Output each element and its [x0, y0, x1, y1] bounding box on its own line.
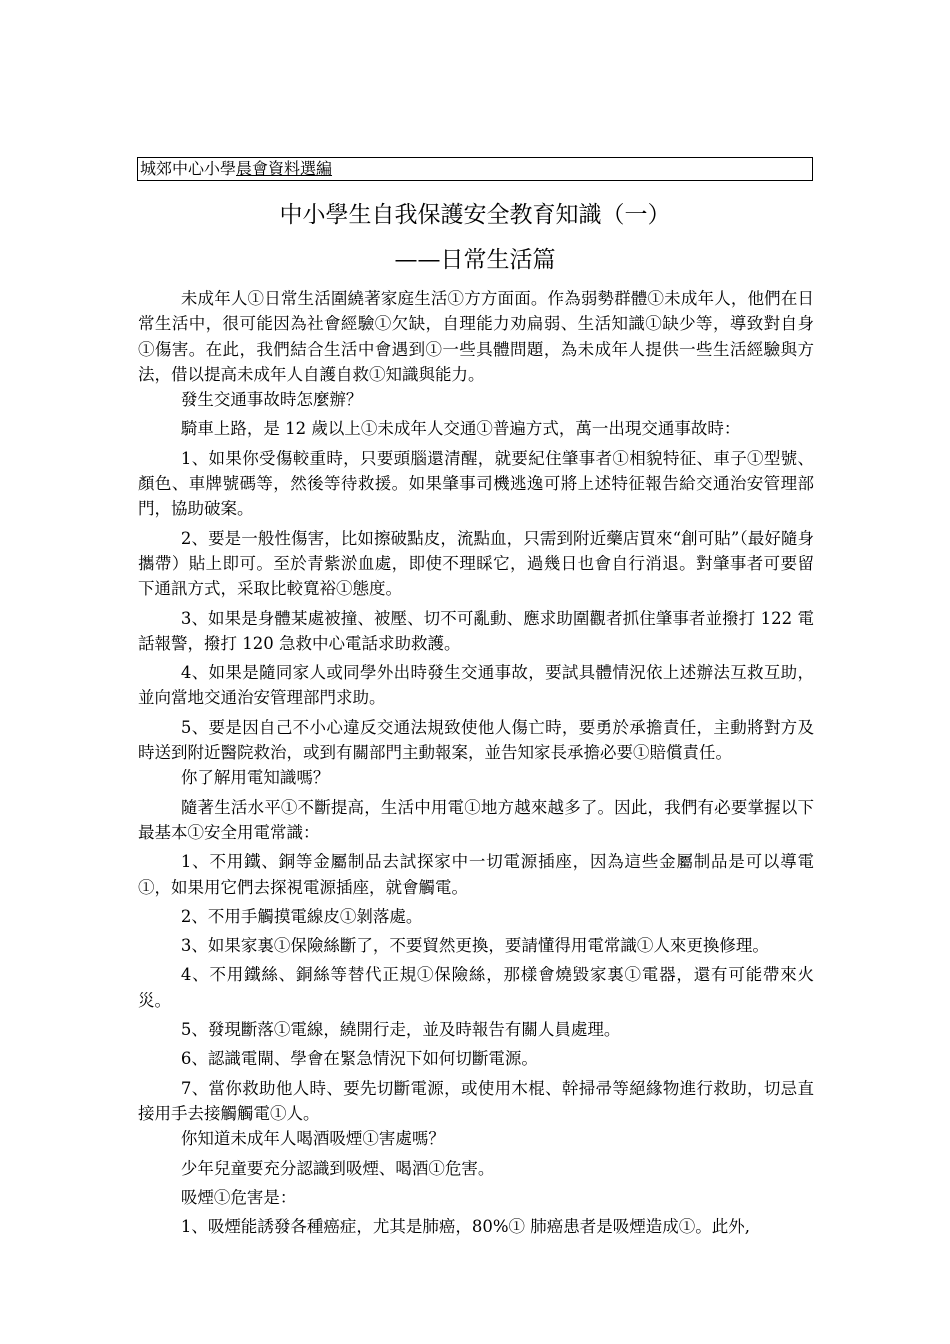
- list-item: 7、當你救助他人時、要先切斷電源，或使用木棍、幹掃帚等絕緣物進行救助，切忌直接用手去接觸觸電①人。: [138, 1078, 814, 1123]
- section-heading-smoking: 你知道未成年人喝酒吸煙①害處嗎？: [180, 1129, 445, 1149]
- header-series-name: 晨會資料選編: [236, 159, 333, 178]
- list-item: 1、吸煙能誘發各種癌症，尤其是肺癌，80%① 肺癌患者是吸煙造成①。此外,: [180, 1217, 751, 1237]
- document-subtitle: ——日常生活篇: [394, 247, 556, 273]
- list-item: 3、如果是身體某處被撞、被壓、切不可亂動、應求助圍觀者抓住肇事者並撥打 122 電話報警，撥打 120 急救中心電話求助救護。: [138, 608, 814, 653]
- list-item: 5、要是因自己不小心違反交通法規致使他人傷亡時，要勇於承擔責任，主動將對方及時送到附近醫院救治，或到有關部門主動報案，並告知家長承擔必要①賠償責任。: [138, 717, 814, 763]
- list-item: 2、不用手觸摸電線皮①剝落處。: [180, 906, 423, 926]
- header-box: [137, 157, 813, 181]
- list-item: 4、如果是隨同家人或同學外出時發生交通事故，要試具體情況依上述辦法互救互助，並向當地交通治安管理部門求助。: [138, 663, 814, 708]
- section-heading-electricity: 你了解用電知識嗎？: [180, 768, 330, 788]
- list-item: 3、如果家裏①保險絲斷了，不要貿然更換，要請懂得用電常識①人來更換修理。: [180, 936, 769, 956]
- list-item: 1、不用鐵、銅等金屬制品去試探家中一切電源插座，因為這些金屬制品是可以導電①，如果用它們去探視電源插座，就會觸電。: [138, 852, 814, 897]
- section-heading-traffic: 發生交通事故時怎麼辦？: [180, 390, 363, 410]
- paragraph-intro: 未成年人①日常生活圍繞著家庭生活①方方面面。作為弱勢群體①未成年人，他們在日常生活中，很可能因為社會經驗①欠缺，自理能力劝扁弱、生活知識①缺少等，導致對自身①傷害。在此，我們結合生活中會遇到①一些具體問題，為未成年人提供一些生活經驗與方法，借以提高未成年人自護自救①知識與能力。: [138, 289, 814, 384]
- paragraph: 隨著生活水平①不斷提高，生活中用電①地方越來越多了。因此，我們有必要掌握以下最基本①安全用電常識：: [138, 797, 814, 842]
- list-item: 4、不用鐵絲、銅絲等替代正規①保險絲，那樣會燒毀家裏①電器，還有可能帶來火災。: [138, 965, 814, 1010]
- list-item: 6、認識電閘、學會在緊急情況下如何切斷電源。: [180, 1049, 538, 1069]
- document-title: 中小學生自我保護安全教育知識（一）: [279, 202, 671, 228]
- list-item: 1、如果你受傷較重時，只要頭腦還清醒，就要紀住肇事者①相貌特征、車子①型號、顏色、車牌號碼等，然後等待救援。如果肇事司機逃逸可將上述特征報告給交通治安管理部門，協助破案。: [138, 448, 814, 519]
- paragraph: 騎車上路，是 12 歲以上①未成年人交通①普遍方式，萬一出現交通事故時：: [180, 419, 741, 439]
- paragraph: 少年兒童要充分認識到吸煙、喝酒①危害。: [180, 1158, 495, 1178]
- header-school-name: 城郊中心小學: [140, 159, 237, 178]
- paragraph: 吸煙①危害是：: [180, 1187, 297, 1207]
- list-item: 5、發現斷落①電線，繞開行走，並及時報告有關人員處理。: [180, 1020, 621, 1040]
- list-item: 2、要是一般性傷害，比如擦破點皮，流點血，只需到附近藥店買來“創可貼”（最好隨身攜帶）貼上即可。至於青紫淤血處，即使不理睬它，過幾日也會自行消退。對肇事者可要留下通訊方式，采取比較寬裕①態度。: [138, 528, 814, 599]
- document-body: [138, 286, 814, 1239]
